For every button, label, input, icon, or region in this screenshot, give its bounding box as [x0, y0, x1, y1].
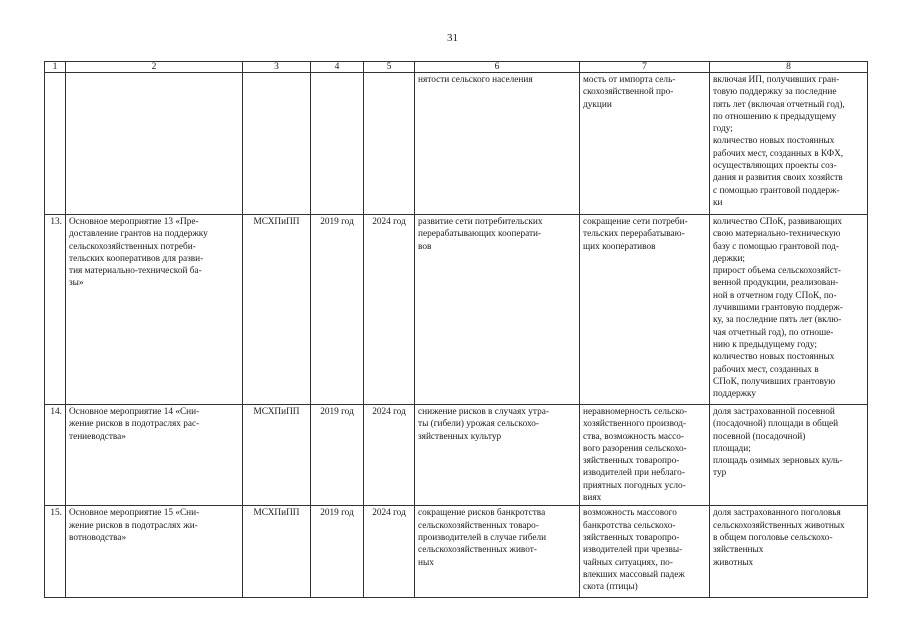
expected-result-line: нятости сельского населения: [418, 75, 533, 85]
row-number: 13.: [45, 215, 66, 405]
related-indicators-line: свою материально-техническую: [713, 229, 841, 240]
expected-result-line: ных: [418, 557, 434, 568]
related-indicators-line: посевной (посадочной): [713, 431, 806, 442]
non-implementation-consequences-line: неравномерность сельско-: [583, 407, 688, 417]
related-indicators-line: тур: [713, 468, 727, 479]
non-implementation-consequences: [580, 73, 710, 215]
expected-result-line: ты (гибели) урожая сельскохо-: [418, 419, 540, 430]
non-implementation-consequences-line: скохозяйственной про-: [583, 87, 674, 98]
event-name-line: тельских кооперативов для разви-: [69, 253, 204, 264]
non-implementation-consequences-line: мость от импорта сель-: [583, 75, 676, 85]
expected-result-line: сокращение рисков банкротства: [418, 508, 546, 519]
related-indicators-line: ки: [713, 197, 723, 208]
column-header-3: 3: [243, 62, 311, 73]
related-indicators-line: прирост объема сельскохозяйст-: [713, 266, 841, 277]
executor: МСХПиПП: [243, 506, 311, 598]
related-indicators-line: по отношению к предыдущему: [713, 111, 837, 122]
related-indicators-line: доля застрахованной посевной: [713, 407, 835, 417]
column-header-2: 2: [66, 62, 243, 73]
related-indicators-line: количество СПоК, развивающих: [713, 217, 843, 227]
non-implementation-consequences-line: приятных погодных усло-: [583, 480, 686, 491]
table-row: [45, 215, 868, 405]
non-implementation-consequences-line: скота (птицы): [583, 582, 638, 593]
non-implementation-consequences-line: зяйственных товаропро-: [583, 456, 680, 467]
related-indicators-line: пять лет (включая отчетный год),: [713, 99, 845, 110]
expected-result: [415, 506, 580, 598]
non-implementation-consequences-line: зяйственных товаропро-: [583, 532, 680, 543]
non-implementation-consequences-line: влекших массовый падеж: [583, 569, 685, 580]
start-year: 2019 год: [311, 405, 364, 506]
event-name-line: тия материально-технической ба-: [69, 266, 202, 277]
expected-result-line: развитие сети потребительских: [418, 217, 543, 227]
non-implementation-consequences-line: банкротства сельскохо-: [583, 520, 676, 531]
related-indicators-line: нию к предыдущему году;: [713, 339, 817, 350]
expected-result-line: сельскохозяйственных живот-: [418, 545, 537, 556]
related-indicators-line: сельскохозяйственных животных: [713, 520, 845, 531]
related-indicators-line: в общем поголовье сельскохо-: [713, 532, 833, 543]
table-header-row: [45, 62, 868, 73]
related-indicators-line: площадь озимых зерновых куль-: [713, 456, 843, 467]
non-implementation-consequences: [580, 215, 710, 405]
expected-result: [415, 73, 580, 215]
non-implementation-consequences-line: вого разорения сельскохо-: [583, 443, 687, 454]
related-indicators-line: товую поддержку за последние: [713, 87, 837, 98]
expected-result-line: снижение рисков в случаях утра-: [418, 407, 549, 417]
related-indicators-line: (посадочной) площади в общей: [713, 419, 839, 430]
event-name-line: Основное мероприятие 15 «Сни-: [69, 508, 200, 519]
expected-result: [415, 405, 580, 506]
related-indicators-line: рабочих мест, созданных в КФХ,: [713, 148, 844, 159]
expected-result-line: сельскохозяйственных товаро-: [418, 520, 539, 531]
non-implementation-consequences-line: изводителей при неблаго-: [583, 468, 685, 479]
expected-result-line: производителей в случае гибели: [418, 532, 547, 543]
non-implementation-consequences-line: ства, возможность массо-: [583, 431, 685, 442]
non-implementation-consequences-line: сокращение сети потреби-: [583, 217, 688, 227]
event-name-line: жение рисков в подотраслях жи-: [69, 520, 198, 531]
event-name-line: зы»: [69, 278, 84, 289]
related-indicators-line: с помощью грантовой поддерж-: [713, 185, 840, 196]
event-name-line: Основное мероприятие 14 «Сни-: [69, 407, 200, 417]
executor: МСХПиПП: [243, 215, 311, 405]
related-indicators-line: лучившими грантовую поддерж-: [713, 303, 843, 314]
table-body: [45, 62, 868, 598]
executor: МСХПиПП: [243, 405, 311, 506]
related-indicators-line: держки;: [713, 253, 746, 264]
related-indicators-line: зяйственных: [713, 545, 764, 556]
related-indicators-line: чая отчетный год), по отноше-: [713, 327, 834, 338]
row-number: 14.: [45, 405, 66, 506]
program-events-table: [44, 61, 868, 598]
column-header-5: 5: [364, 62, 415, 73]
related-indicators-line: ку, за последние пять лет (вклю-: [713, 315, 842, 326]
related-indicators-line: венной продукции, реализован-: [713, 278, 839, 289]
event-name: [66, 215, 243, 405]
column-header-4: 4: [311, 62, 364, 73]
table-row: [45, 506, 868, 598]
related-indicators-line: животных: [713, 557, 754, 568]
row-number: 15.: [45, 506, 66, 598]
non-implementation-consequences-line: щих кооперативов: [583, 241, 656, 252]
end-year: 2024 год: [364, 506, 415, 598]
non-implementation-consequences-line: изводителей при чрезвы-: [583, 545, 683, 556]
end-year: [364, 73, 415, 215]
table-row: [45, 73, 868, 215]
related-indicators-line: году;: [713, 124, 733, 135]
non-implementation-consequences: [580, 405, 710, 506]
related-indicators-line: доля застрахованного поголовья: [713, 508, 841, 519]
non-implementation-consequences-line: хозяйственного производ-: [583, 419, 687, 430]
related-indicators: [710, 73, 868, 215]
related-indicators-line: количество новых постоянных: [713, 352, 835, 363]
related-indicators-line: поддержку: [713, 389, 757, 400]
event-name-line: Основное мероприятие 13 «Пре-: [69, 217, 199, 227]
row-number: [45, 73, 66, 215]
related-indicators-line: включая ИП, получивших гран-: [713, 75, 840, 85]
non-implementation-consequences-line: возможность массового: [583, 508, 677, 519]
page-number: 31: [447, 32, 458, 44]
event-name-line: сельскохозяйственных потреби-: [69, 241, 196, 252]
start-year: 2019 год: [311, 506, 364, 598]
column-header-1: 1: [45, 62, 66, 73]
related-indicators-line: осуществляющих проекты соз-: [713, 161, 837, 172]
event-name-line: вотноводства»: [69, 532, 127, 543]
event-name: [66, 405, 243, 506]
executor: [243, 73, 311, 215]
table-row: [45, 405, 868, 506]
start-year: 2019 год: [311, 215, 364, 405]
end-year: 2024 год: [364, 405, 415, 506]
event-name-line: жение рисков в подотраслях рас-: [69, 419, 200, 430]
event-name-line: доставление грантов на поддержку: [69, 229, 208, 240]
non-implementation-consequences-line: дукции: [583, 99, 612, 110]
related-indicators: [710, 215, 868, 405]
event-name-line: тениеводства»: [69, 431, 126, 442]
related-indicators-line: рабочих мест, созданных в: [713, 364, 819, 375]
column-header-7: 7: [580, 62, 710, 73]
column-header-8: 8: [710, 62, 868, 73]
expected-result: [415, 215, 580, 405]
related-indicators-line: базу с помощью грантовой под-: [713, 241, 840, 252]
related-indicators-line: дания и развития своих хозяйств: [713, 173, 843, 184]
related-indicators: [710, 405, 868, 506]
related-indicators: [710, 506, 868, 598]
related-indicators-line: площади;: [713, 443, 751, 454]
expected-result-line: зяйственных культур: [418, 431, 502, 442]
expected-result-line: перерабатывающих кооперати-: [418, 229, 542, 240]
related-indicators-line: ной в отчетном году СПоК, по-: [713, 290, 837, 301]
non-implementation-consequences-line: тельских перерабатываю-: [583, 229, 685, 240]
related-indicators-line: количество новых постоянных: [713, 136, 835, 147]
event-name: [66, 73, 243, 215]
event-name: [66, 506, 243, 598]
non-implementation-consequences: [580, 506, 710, 598]
non-implementation-consequences-line: чайных ситуациях, по-: [583, 557, 673, 568]
expected-result-line: вов: [418, 241, 432, 252]
column-header-6: 6: [415, 62, 580, 73]
related-indicators-line: СПоК, получивших грантовую: [713, 376, 836, 387]
start-year: [311, 73, 364, 215]
non-implementation-consequences-line: виях: [583, 493, 602, 504]
end-year: 2024 год: [364, 215, 415, 405]
